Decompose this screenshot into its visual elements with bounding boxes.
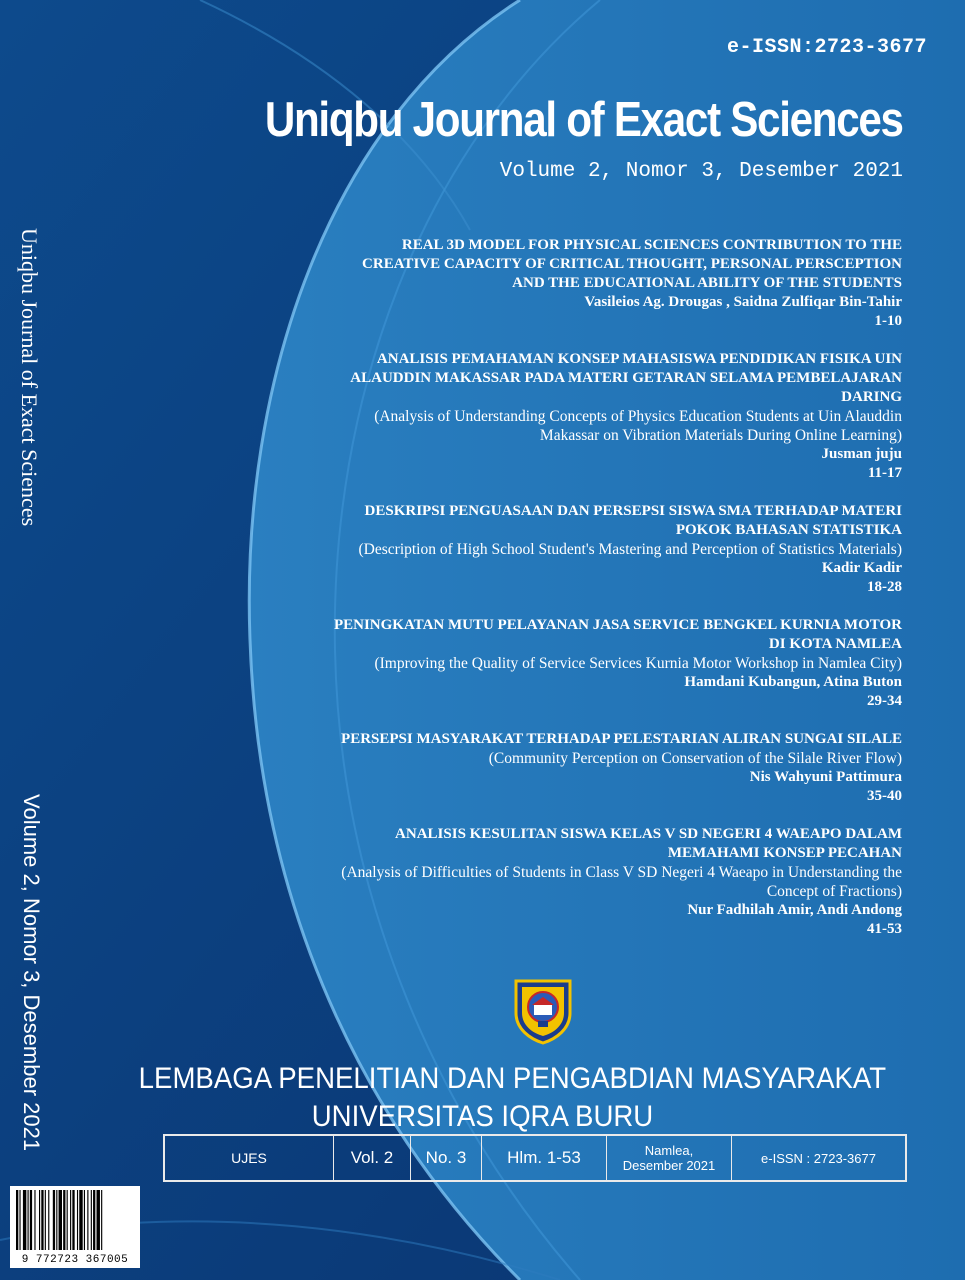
article-entry — [242, 236, 902, 331]
barcode-bar — [16, 1190, 18, 1250]
article-title-line: POKOK BAHASAN STATISTIKA — [675, 522, 902, 538]
article-english-title-line: Concept of Fractions) — [766, 883, 902, 900]
article-english-title-line: (Analysis of Understanding Concepts of Physics Education Students at Uin Alauddin — [374, 408, 902, 425]
barcode — [10, 1186, 140, 1268]
article-authors: Vasileios Ag. Drougas , Saidna Zulfiqar Bin-Tahir — [584, 294, 902, 310]
article-entry — [242, 350, 902, 483]
barcode-bar — [56, 1190, 57, 1250]
article-english-title-line: (Analysis of Difficulties of Students in Class V SD Negeri 4 Waeapo in Understanding the — [341, 864, 902, 881]
barcode-bar — [34, 1190, 35, 1250]
article-title-line: AND THE EDUCATIONAL ABILITY OF THE STUDENTS — [512, 275, 902, 291]
pages-cell: Hlm. 1-53 — [482, 1136, 607, 1180]
article-title-line: ANALISIS KESULITAN SISWA KELAS V SD NEGERI 4 WAEAPO DALAM — [395, 826, 902, 842]
barcode-bar — [84, 1190, 85, 1250]
article-pages: 18-28 — [867, 579, 902, 595]
barcode-bar — [45, 1190, 46, 1250]
article-authors: Jusman juju — [821, 446, 902, 462]
barcode-bar — [97, 1190, 100, 1250]
article-pages: 1-10 — [874, 313, 902, 329]
barcode-bar — [72, 1190, 74, 1250]
article-title-line: PERSEPSI MASYARAKAT TERHADAP PELESTARIAN ALIRAN SUNGAI SILALE — [341, 731, 902, 747]
barcode-bar — [70, 1190, 71, 1250]
place-date-cell — [607, 1136, 732, 1180]
barcode-bar — [41, 1190, 43, 1250]
spine-volume: Volume 2, Nomor 3, Desember 2021 — [19, 794, 44, 1152]
article-authors: Kadir Kadir — [821, 560, 902, 576]
article-title-line: MEMAHAMI KONSEP PECAHAN — [667, 845, 902, 861]
article-title-line: DI KOTA NAMLEA — [768, 636, 902, 652]
article-title-line: ANALISIS PEMAHAMAN KONSEP MAHASISWA PENDIDIKAN FISIKA UIN — [376, 351, 902, 367]
issn-cell: e-ISSN : 2723-3677 — [761, 1150, 876, 1166]
article-entry — [242, 730, 902, 806]
article-title-line: PENINGKATAN MUTU PELAYANAN JASA SERVICE BENGKEL KURNIA MOTOR — [333, 617, 902, 633]
article-entry — [242, 616, 902, 711]
issue-info-table — [163, 1134, 907, 1182]
barcode-bar — [48, 1190, 49, 1250]
barcode-bar — [28, 1190, 29, 1250]
article-english-title-line: (Description of High School Student's Mastering and Perception of Statistics Materials) — [358, 541, 902, 558]
table-of-contents — [242, 236, 902, 958]
article-entry — [242, 825, 902, 939]
publisher-block — [39, 1060, 927, 1136]
barcode-bar — [30, 1190, 32, 1250]
barcode-bar — [93, 1190, 95, 1250]
date-text: Desember 2021 — [622, 1158, 716, 1173]
article-pages: 41-53 — [867, 921, 902, 937]
article-title-line: REAL 3D MODEL FOR PHYSICAL SCIENCES CONTRIBUTION TO THE — [401, 237, 902, 253]
article-english-title-line: Makassar on Vibration Materials During Online Learning) — [539, 427, 902, 444]
barcode-bar — [23, 1190, 26, 1250]
barcode-bar — [91, 1190, 92, 1250]
article-pages: 11-17 — [867, 465, 902, 481]
volume-cell: Vol. 2 — [334, 1136, 411, 1180]
barcode-bar — [67, 1190, 68, 1250]
article-authors: Hamdani Kubangun, Atina Buton — [684, 674, 902, 690]
barcode-bar — [77, 1190, 78, 1250]
article-title-line: DARING — [841, 389, 902, 405]
barcode-bar — [63, 1190, 65, 1250]
publisher-line1: LEMBAGA PENELITIAN DAN PENGABDIAN MASYARAKAT — [138, 1062, 887, 1095]
barcode-number: 9 772723 367005 — [21, 1254, 129, 1266]
barcode-bars — [14, 1190, 136, 1250]
barcode-bar — [53, 1190, 55, 1250]
article-title-line: DESKRIPSI PENGUASAAN DAN PERSEPSI SISWA SMA TERHADAP MATERI — [364, 503, 902, 519]
article-title-line: ALAUDDIN MAKASSAR PADA MATERI GETARAN SELAMA PEMBELAJARAN — [350, 370, 902, 386]
barcode-bar — [79, 1190, 82, 1250]
article-pages: 29-34 — [867, 693, 902, 709]
issn-header: e-ISSN:2723-3677 — [726, 36, 927, 59]
barcode-bar — [87, 1190, 88, 1250]
university-seal-icon — [508, 975, 578, 1045]
barcode-bar — [59, 1190, 62, 1250]
article-entry — [242, 502, 902, 597]
article-authors: Nis Wahyuni Pattimura — [749, 769, 902, 785]
number-cell: No. 3 — [411, 1136, 482, 1180]
volume-line: Volume 2, Nomor 3, Desember 2021 — [499, 160, 903, 183]
journal-abbr: UJES — [165, 1136, 334, 1180]
barcode-bar — [39, 1190, 40, 1250]
barcode-bar — [101, 1190, 102, 1250]
barcode-bar — [19, 1190, 20, 1250]
article-authors: Nur Fadhilah Amir, Andi Andong — [687, 902, 902, 918]
article-english-title-line: (Improving the Quality of Service Services Kurnia Motor Workshop in Namlea City) — [374, 655, 902, 672]
publisher-line2: UNIVERSITAS IQRA BURU — [311, 1100, 654, 1133]
journal-title: Uniqbu Journal of Exact Sciences — [265, 93, 903, 147]
spine-title: Uniqbu Journal of Exact Sciences — [17, 228, 42, 527]
article-english-title-line: (Community Perception on Conservation of the Silale River Flow) — [488, 750, 902, 767]
article-title-line: CREATIVE CAPACITY OF CRITICAL THOUGHT, PERSONAL PERSCEPTION — [362, 256, 902, 272]
article-pages: 35-40 — [867, 788, 902, 804]
place-text: Namlea, — [644, 1143, 694, 1158]
